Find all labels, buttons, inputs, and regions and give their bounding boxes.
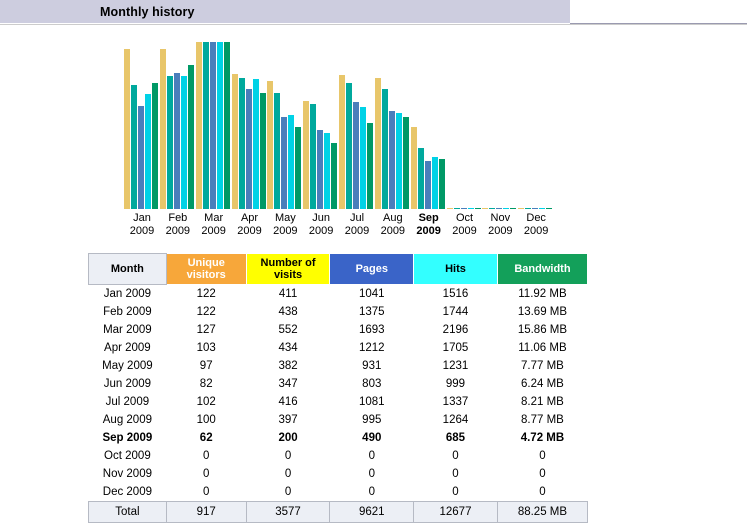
table-cell-bandwidth: 11.92 MB [518,288,567,300]
chart-month-group [411,24,447,209]
table-row [89,483,588,502]
table-cell-pages: 0 [368,486,375,498]
chart-x-label-line: Oct [455,212,474,224]
chart-x-label [339,212,375,238]
chart-x-label [375,212,411,238]
chart-bar-pages [496,208,502,209]
chart-month-group [447,24,483,209]
chart-x-label-line: Sep [418,212,439,224]
table-header-row [89,254,588,285]
table-cell-pages: 490 [362,432,382,444]
chart-x-label-line: Jan [133,212,151,224]
chart-month-group [124,24,160,209]
chart-x-label-line: Dec [526,212,546,224]
table-cell-hits: 1231 [442,360,469,372]
chart-bar-unique [303,101,309,209]
chart-x-label-line: 2009 [165,225,191,237]
monthly-history-chart [0,24,747,249]
table-cell-month: Feb 2009 [103,306,152,318]
chart-x-axis-labels [124,212,554,248]
chart-month-group [232,24,268,209]
chart-bar-pages [281,117,287,209]
chart-x-label [447,212,483,238]
chart-bar-pages [317,130,323,209]
chart-bar-hits [432,157,438,209]
chart-bar-hits [253,79,259,209]
table-total-unique: 917 [166,502,246,523]
chart-x-label-line: 2009 [523,225,549,237]
table-cell-hits: 1744 [442,306,469,318]
chart-x-label-line: May [274,212,296,224]
table-cell-hits: 0 [452,450,459,462]
table-cell-visits: 438 [278,306,298,318]
chart-bar-visits [131,85,137,209]
chart-x-label-line: 2009 [308,225,334,237]
table-cell-visits: 0 [284,486,292,498]
table-cell-visits: 434 [278,342,298,354]
chart-bar-pages [246,89,252,209]
table-total-hits: 12677 [414,502,498,523]
chart-bar-bw [546,208,552,209]
chart-bar-pages [174,73,180,209]
table-cell-pages: 1081 [358,396,385,408]
table-cell-unique: 62 [199,432,213,444]
chart-x-label [232,212,268,238]
table-cell-bandwidth: 6.24 MB [521,378,564,390]
chart-bar-unique [411,127,417,209]
table-header [89,254,588,285]
table-cell-pages: 1041 [358,288,385,300]
chart-bar-visits [239,78,245,209]
table-row [89,303,588,321]
table-total-row [89,502,588,523]
chart-x-label-line: 2009 [237,225,262,237]
chart-bar-pages [210,42,216,209]
chart-bar-visits [418,148,424,209]
chart-bar-hits [468,208,474,209]
table-body [89,285,588,523]
chart-month-group [482,24,518,209]
table-cell-bandwidth: 11.06 MB [518,342,567,354]
table-row [89,447,588,465]
chart-bar-bw [152,83,158,209]
chart-bar-unique [482,208,488,209]
chart-month-group [267,24,303,209]
chart-bar-hits [360,107,366,209]
chart-x-label-line: Nov [490,212,511,224]
table-cell-visits: 0 [284,468,292,480]
column-header-pages: Pages [330,254,414,285]
table-cell-hits: 999 [445,378,466,390]
table-cell-month: Mar 2009 [103,324,152,336]
table-cell-month: Apr 2009 [104,342,151,354]
table-cell-unique: 97 [199,360,213,372]
chart-x-label [411,212,447,238]
table-cell-month: Oct 2009 [104,450,151,462]
table-cell-hits: 1264 [442,414,469,426]
chart-bar-bw [475,208,481,209]
chart-bar-visits [274,93,280,209]
page-header [0,0,747,25]
chart-bar-hits [396,113,402,209]
table-row [89,339,588,357]
table-cell-pages: 931 [362,360,382,372]
chart-bar-unique [232,74,238,209]
chart-bar-visits [489,208,495,209]
chart-bar-hits [181,76,187,209]
chart-bar-pages [461,208,467,209]
table-cell-visits: 347 [278,378,298,390]
chart-bar-bw [188,65,194,209]
table-cell-pages: 0 [368,468,375,480]
table-cell-bandwidth: 7.77 MB [521,360,564,372]
chart-bar-visits [525,208,531,209]
chart-x-label [518,212,554,238]
chart-bar-unique [196,42,202,209]
table-cell-visits: 411 [278,288,298,300]
chart-bar-bw [224,42,230,209]
table-cell-hits: 1705 [442,342,469,354]
table-cell-unique: 0 [203,468,210,480]
chart-x-label-line: 2009 [488,225,513,237]
table-row [89,393,588,411]
column-header-unique-line1: Unique [187,257,225,269]
table-cell-unique: 0 [203,486,210,498]
chart-bar-bw [295,127,301,209]
table-cell-hits: 685 [445,432,466,444]
table-cell-hits: 1516 [442,288,469,300]
chart-x-label-line: 2009 [452,225,477,237]
chart-bar-bw [367,123,373,209]
table-cell-month: Jan 2009 [103,288,152,300]
chart-month-group [375,24,411,209]
table-row [89,357,588,375]
chart-month-group [160,24,196,209]
chart-bar-pages [389,111,395,209]
monthly-history-table-wrapper [88,253,588,523]
table-cell-visits: 200 [278,432,298,444]
chart-bar-pages [532,208,538,209]
table-cell-pages: 1375 [358,306,385,318]
table-cell-bandwidth: 0 [539,486,546,498]
chart-x-label-line: Jul [349,212,365,224]
table-cell-unique: 122 [196,306,216,318]
chart-x-label-line: Mar [204,212,224,224]
table-cell-visits: 552 [278,324,298,336]
header-title-bar [82,0,570,23]
chart-bar-unique [447,208,453,209]
table-cell-bandwidth: 4.72 MB [520,432,565,444]
chart-bar-bw [331,143,337,209]
chart-bar-hits [324,133,330,209]
chart-bar-unique [124,49,130,209]
chart-bar-hits [288,115,294,209]
chart-bar-hits [217,42,223,209]
table-total-pages: 9621 [330,502,414,523]
chart-bar-pages [138,106,144,209]
chart-x-label-line: Aug [383,212,403,224]
column-header-number-of-visits [246,254,330,285]
table-row [89,375,588,393]
table-total-visits: 3577 [246,502,330,523]
table-cell-month: May 2009 [102,360,153,372]
chart-bar-bw [510,208,516,209]
table-cell-month: Sep 2009 [102,432,153,444]
table-cell-bandwidth: 0 [539,468,546,480]
table-cell-pages: 1693 [358,324,385,336]
chart-x-label-line: 2009 [201,225,226,237]
chart-bar-unique [375,78,381,209]
table-cell-hits: 0 [452,468,459,480]
column-header-visits-line1: Number of [260,257,316,269]
chart-month-group [303,24,339,209]
chart-bar-unique [339,75,345,209]
chart-bar-bw [439,159,445,209]
table-cell-visits: 397 [278,414,298,426]
table-cell-unique: 82 [199,378,213,390]
table-cell-month: Dec 2009 [102,486,152,498]
column-header-hits: Hits [414,254,498,285]
table-cell-pages: 1212 [358,342,385,354]
chart-x-label-line: Apr [240,212,259,224]
table-cell-month: Nov 2009 [102,468,152,480]
chart-bar-visits [310,104,316,209]
chart-bar-visits [454,208,460,209]
table-row [89,321,588,339]
table-cell-bandwidth: 8.77 MB [521,414,564,426]
chart-bar-visits [346,83,352,209]
chart-x-label [267,212,303,238]
table-cell-visits: 382 [278,360,298,372]
page-title: Monthly history [100,4,195,19]
chart-x-label [196,212,232,238]
chart-bar-bw [260,93,266,209]
chart-month-group [196,24,232,209]
column-header-unique-visitors [166,254,246,285]
column-header-month: Month [89,254,167,285]
chart-x-label-line: 2009 [380,225,406,237]
chart-bar-pages [353,102,359,209]
table-cell-month: Aug 2009 [102,414,152,426]
table-cell-pages: 803 [362,378,382,390]
table-cell-pages: 0 [368,450,375,462]
table-cell-pages: 995 [362,414,382,426]
chart-x-label-line: 2009 [273,225,298,237]
table-row [89,429,588,447]
chart-bar-hits [539,208,545,209]
chart-x-label [482,212,518,238]
table-cell-bandwidth: 13.69 MB [517,306,568,318]
table-cell-unique: 102 [196,396,216,408]
chart-bar-visits [203,42,209,209]
monthly-history-table [88,253,588,523]
chart-bar-hits [145,94,151,209]
chart-x-label-line: Feb [168,212,188,224]
header-right-strip [570,0,747,24]
table-cell-hits: 1337 [442,396,469,408]
table-cell-unique: 100 [196,414,216,426]
table-cell-month: Jun 2009 [103,378,152,390]
column-header-unique-line2: visitors [186,269,226,281]
table-total-month: Total [89,502,167,523]
table-cell-unique: 0 [203,450,210,462]
chart-x-label-line: 2009 [344,225,370,237]
chart-x-label [160,212,196,238]
table-cell-month: Jul 2009 [105,396,150,408]
chart-x-label-line: Jun [312,212,331,224]
table-row [89,285,588,304]
chart-x-label [303,212,339,238]
table-cell-hits: 2196 [442,324,469,336]
column-header-visits-line2: visits [273,269,303,281]
chart-month-group [339,24,375,209]
table-cell-bandwidth: 8.21 MB [521,396,564,408]
header-left-strip [0,0,82,23]
chart-bar-visits [167,76,173,209]
chart-x-label-line: 2009 [416,225,441,237]
table-row [89,411,588,429]
table-total-bandwidth: 88.25 MB [497,502,587,523]
chart-bar-visits [382,89,388,209]
table-cell-hits: 0 [452,486,459,498]
table-cell-unique: 122 [196,288,216,300]
column-header-bandwidth: Bandwidth [497,254,587,285]
chart-month-group [518,24,554,209]
table-cell-visits: 0 [284,450,292,462]
table-cell-unique: 127 [196,324,216,336]
chart-bar-unique [518,208,524,209]
chart-bar-unique [160,49,166,209]
table-cell-bandwidth: 0 [539,450,546,462]
chart-bar-hits [503,208,509,209]
table-cell-bandwidth: 15.86 MB [517,324,568,336]
table-cell-unique: 103 [196,342,216,354]
chart-x-label-line: 2009 [129,225,155,237]
table-row [89,465,588,483]
chart-x-label [124,212,160,238]
chart-bar-pages [425,161,431,209]
table-cell-visits: 416 [278,396,298,408]
chart-bar-unique [267,81,273,209]
chart-bar-bw [403,117,409,209]
chart-plot-area [124,24,554,209]
